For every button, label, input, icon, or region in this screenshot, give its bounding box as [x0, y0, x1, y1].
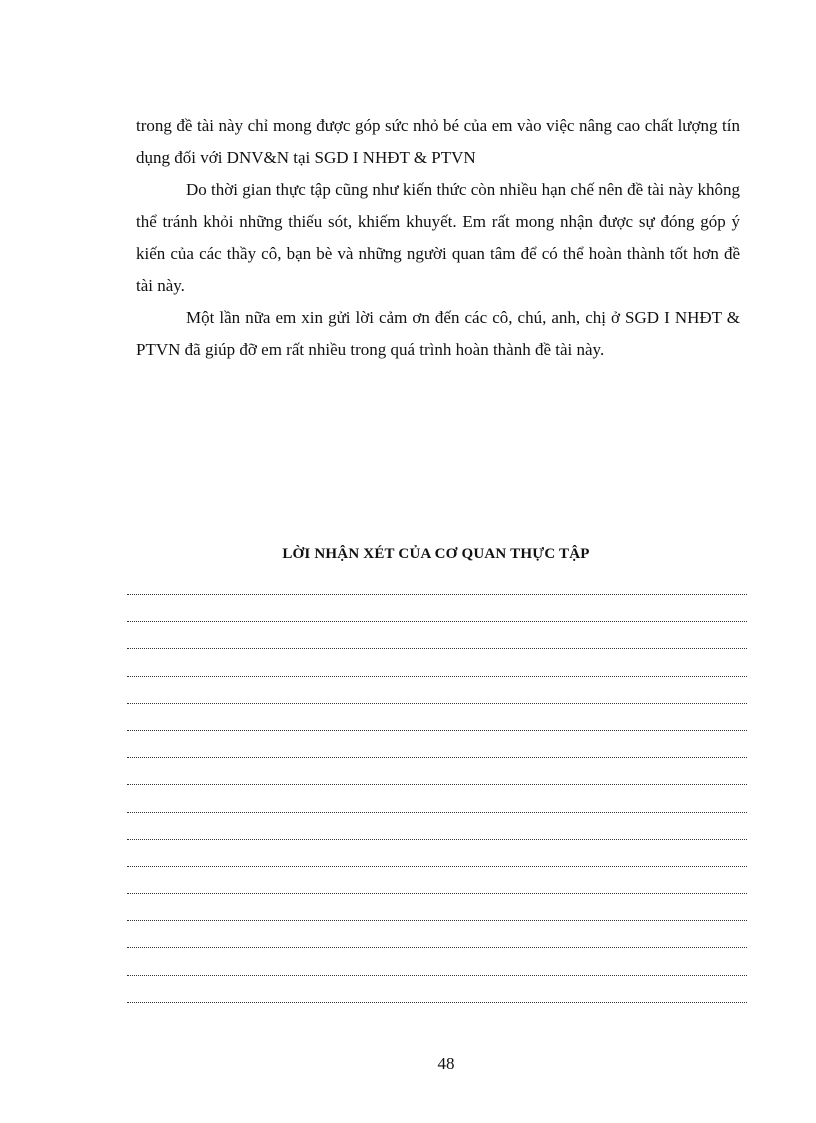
dotted-line — [127, 757, 747, 784]
comment-lines — [127, 594, 747, 1029]
dotted-line — [127, 839, 747, 866]
dotted-line — [127, 648, 747, 675]
body-text — [136, 110, 740, 366]
section-title: LỜI NHẬN XÉT CỦA CƠ QUAN THỰC TẬP — [282, 546, 590, 562]
paragraph-apology: Do thời gian thực tập cũng như kiến thức còn nhiều hạn chế nên đề tài này không thể tránh khỏi những thiếu sót, khiếm khuyết. Em rất mong nhận được sự đóng góp ý kiến của các thầy cô, bạn bè và những người quan tâm để có thể hoàn thành tốt hơn đề tài này. — [136, 180, 740, 295]
dotted-line — [127, 703, 747, 730]
dotted-line — [127, 621, 747, 648]
dotted-line — [127, 812, 747, 839]
dotted-line — [127, 1002, 747, 1029]
dotted-line — [127, 920, 747, 947]
dotted-line — [127, 947, 747, 974]
page-number: 48 — [437, 1054, 455, 1073]
dotted-line — [127, 975, 747, 1002]
dotted-line — [127, 594, 747, 621]
paragraph-thanks: Một lần nữa em xin gửi lời cảm ơn đến các cô, chú, anh, chị ở SGD I NHĐT & PTVN đã giúp đỡ em rất nhiều trong quá trình hoàn thành đề tài này. — [136, 308, 740, 359]
dotted-line — [127, 866, 747, 893]
dotted-line — [127, 893, 747, 920]
dotted-line — [127, 784, 747, 811]
dotted-line — [127, 730, 747, 757]
paragraph-continuation: trong đề tài này chỉ mong được góp sức nhỏ bé của em vào việc nâng cao chất lượng tín dụng đối với DNV&N tại SGD I NHĐT & PTVN — [136, 116, 740, 167]
dotted-line — [127, 676, 747, 703]
